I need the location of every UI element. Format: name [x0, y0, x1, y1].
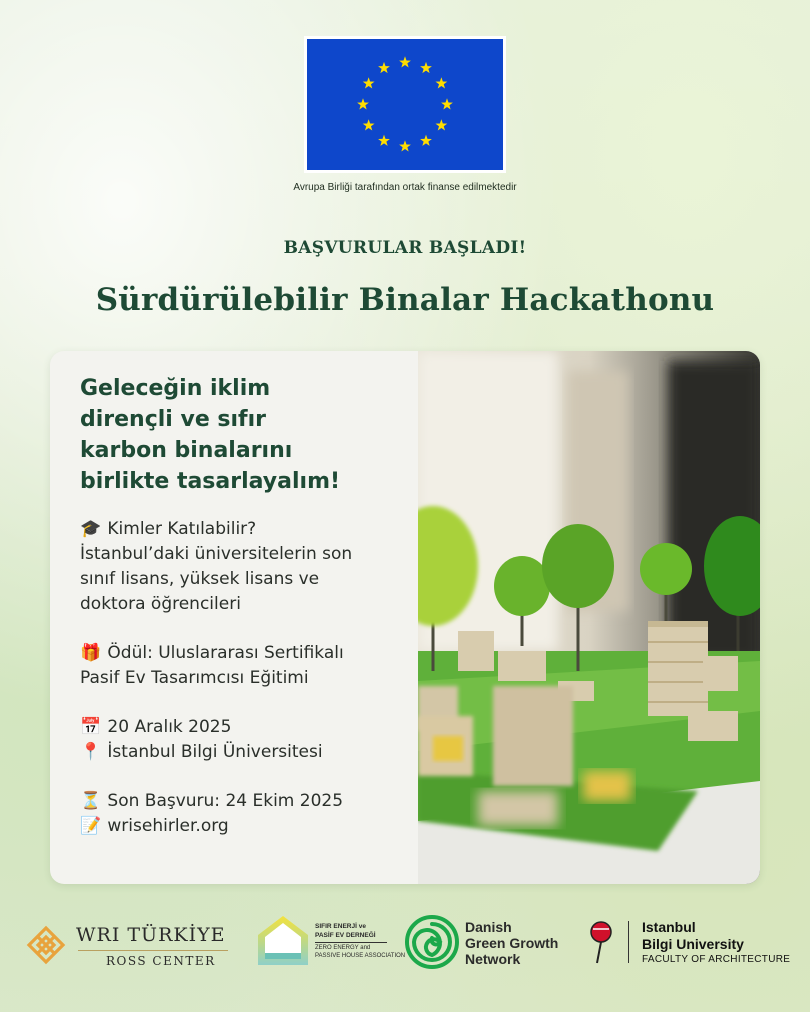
- eligibility-line: sınıf lisans, yüksek lisans ve: [80, 569, 320, 589]
- zeh-divider: [315, 942, 387, 943]
- application-deadline: Son Başvuru: 24 Ekim 2025: [107, 791, 344, 811]
- prize-block: [80, 641, 420, 691]
- zeh-line: PASİF EV DERNEĞİ: [315, 932, 376, 939]
- applications-open-kicker: BAŞVURULAR BAŞLADI!: [283, 238, 527, 258]
- architecture-model-photo: [418, 351, 760, 884]
- partner-logos: [0, 905, 810, 985]
- event-block: [80, 715, 420, 765]
- prize-line: Ödül: Uluslararası Sertifikalı: [107, 643, 344, 663]
- bilgi-divider: [628, 921, 629, 963]
- spiral-icon: [405, 915, 459, 969]
- event-place: İstanbul Bilgi Üniversitesi: [107, 742, 323, 762]
- prize-line: Pasif Ev Tasarımcısı Eğitimi: [80, 668, 309, 688]
- dgg-line: Danish: [465, 919, 512, 935]
- eligibility-line: doktora öğrencileri: [80, 594, 241, 614]
- memo-icon: 📝: [80, 816, 102, 836]
- pin-icon: 📍: [80, 742, 102, 762]
- danish-green-growth-logo: [405, 915, 585, 971]
- info-card: [50, 351, 760, 884]
- headline-line: birlikte tasarlayalım!: [80, 469, 341, 494]
- wri-knot-icon: [26, 925, 66, 965]
- website-link[interactable]: wrisehirler.org: [107, 816, 229, 836]
- bilgi-faculty: FACULTY OF ARCHITECTURE: [642, 954, 791, 965]
- graduation-cap-icon: 🎓: [80, 519, 102, 539]
- model-photo-illustration: [418, 351, 760, 884]
- dgg-line: Green Growth: [465, 935, 559, 951]
- eligibility-line: İstanbul’daki üniversitelerin son: [80, 544, 353, 564]
- hourglass-icon: ⏳: [80, 791, 102, 811]
- house-icon: [255, 913, 311, 967]
- bilgi-mark-icon: [588, 919, 614, 965]
- wri-turkiye-logo: [26, 921, 236, 971]
- zeh-line: PASSIVE HOUSE ASSOCIATION: [315, 953, 406, 959]
- dgg-name: [465, 919, 558, 967]
- zero-energy-association-logo: [255, 913, 405, 973]
- bilgi-university-logo: [588, 917, 791, 973]
- headline-line: dirençli ve sıfır: [80, 407, 267, 432]
- eu-funding-caption: Avrupa Birliği tarafından ortak finanse edilmektedir: [293, 182, 517, 193]
- event-date: 20 Aralık 2025: [107, 717, 232, 737]
- wri-divider: [78, 950, 228, 951]
- wri-name: WRI TÜRKİYE: [76, 924, 226, 946]
- dgg-line: Network: [465, 951, 521, 967]
- eligibility-block: [80, 517, 420, 617]
- deadline-block: [80, 789, 420, 839]
- eligibility-label: Kimler Katılabilir?: [107, 519, 257, 539]
- calendar-icon: 📅: [80, 717, 102, 737]
- card-text: [80, 373, 420, 839]
- headline-line: Geleceğin iklim: [80, 376, 271, 401]
- bilgi-line: Bilgi University: [642, 936, 744, 952]
- bilgi-line: Istanbul: [642, 919, 696, 935]
- gift-icon: 🎁: [80, 643, 102, 663]
- wri-subtitle: ROSS CENTER: [106, 954, 216, 968]
- zeh-line: ZERO ENERGY and: [315, 945, 371, 951]
- card-headline: [80, 373, 420, 497]
- eu-flag: [304, 36, 506, 173]
- headline-line: karbon binalarını: [80, 438, 293, 463]
- eu-flag-icon: [307, 39, 503, 170]
- zeh-line: SIFIR ENERJİ ve: [315, 923, 366, 930]
- page-title: Sürdürülebilir Binalar Hackathonu: [95, 282, 715, 318]
